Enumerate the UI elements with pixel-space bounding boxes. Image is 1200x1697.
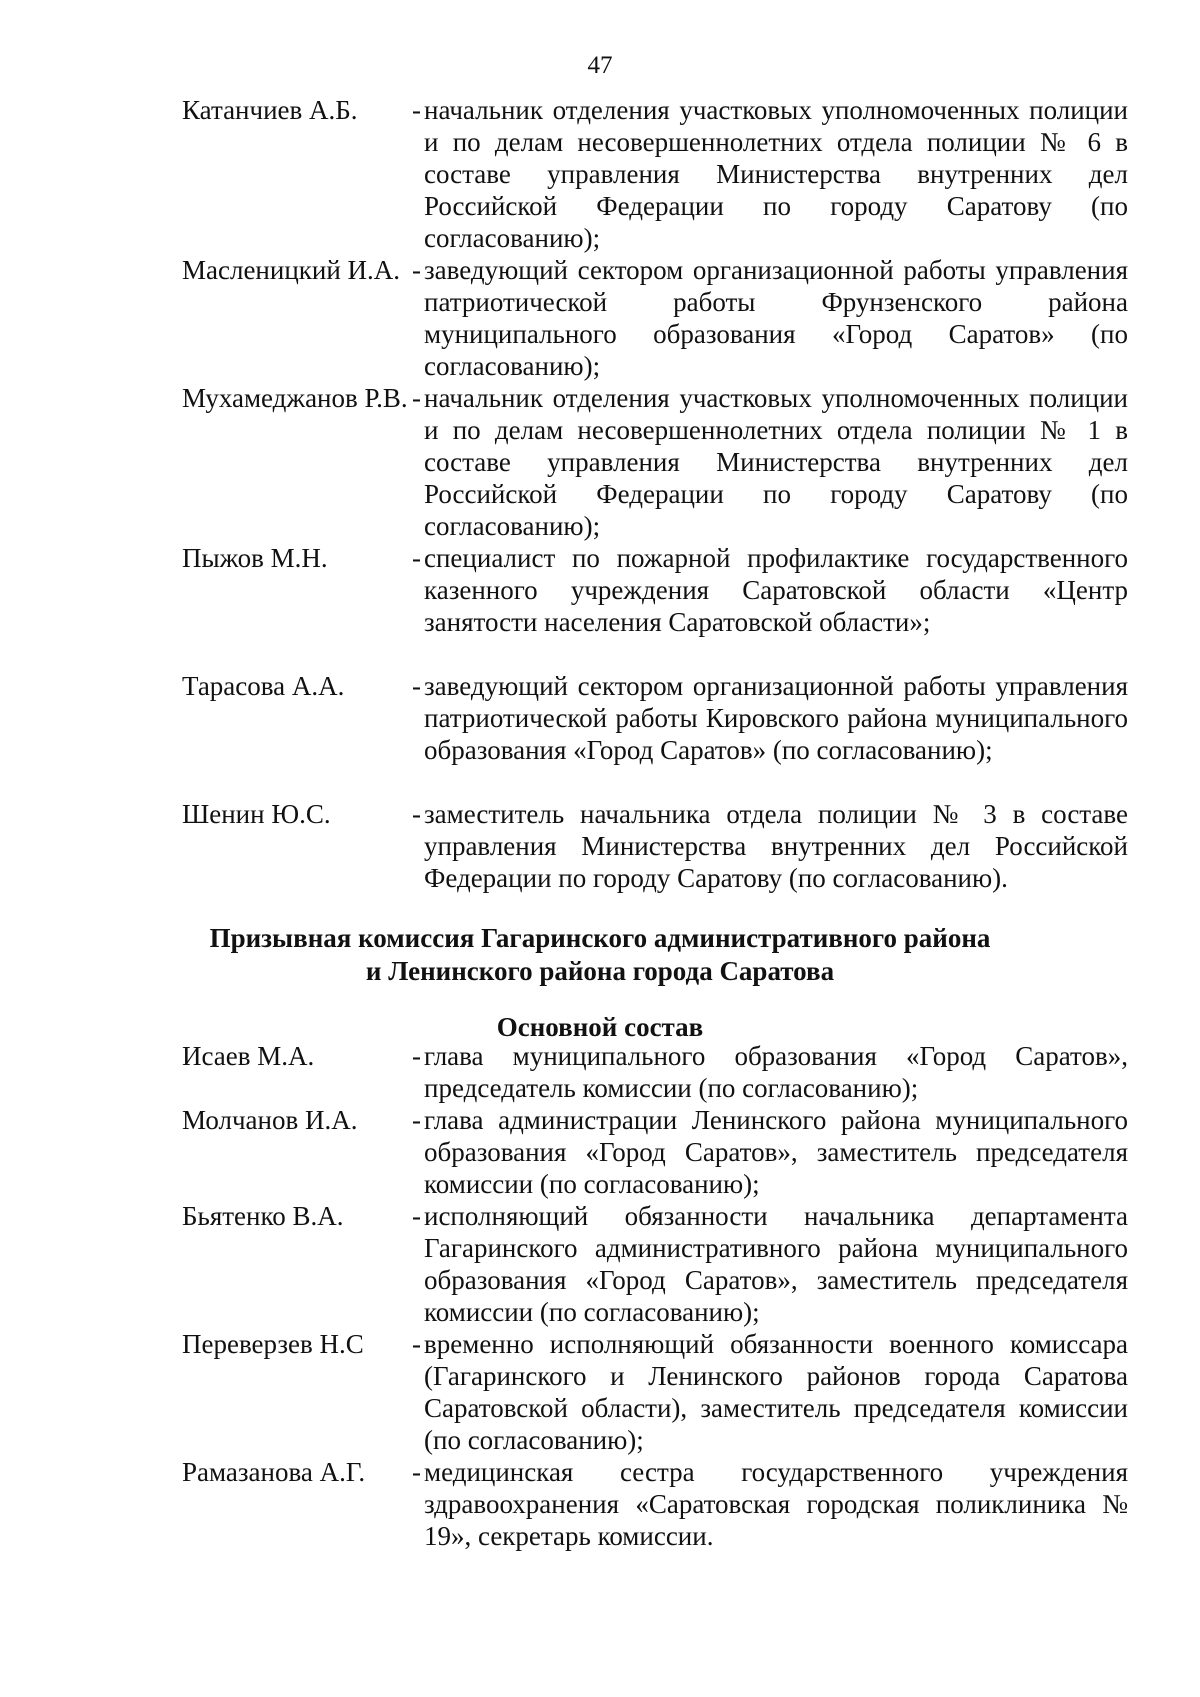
- member-entry: [182, 1328, 1128, 1456]
- member-entry: [182, 94, 1128, 254]
- member-role: - начальник отделения участковых уполномоченных полиции и по делам несовершеннолетних отдела полиции № 1 в составе управления Министерства внутренних дел Российской Федерации по городу Саратову (по согласованию);: [412, 383, 1128, 541]
- member-entry: [182, 254, 1128, 382]
- member-name: Катанчиев А.Б.: [182, 95, 358, 125]
- member-name: Тарасова А.А.: [182, 671, 345, 701]
- member-entry: [182, 1200, 1128, 1328]
- member-name: Бьятенко В.А.: [182, 1201, 344, 1231]
- member-name: Исаев М.А.: [182, 1041, 315, 1071]
- member-name: Мухамеджанов Р.В.: [182, 383, 408, 413]
- member-role: - временно исполняющий обязанности военного комиссара (Гагаринского и Ленинского районов города Саратова Саратовской области), заместитель председателя комиссии (по согласованию);: [412, 1329, 1128, 1455]
- member-name: Масленицкий И.А.: [182, 255, 401, 285]
- member-entry: [182, 382, 1128, 542]
- member-name: Молчанов И.А.: [182, 1105, 358, 1135]
- member-entry: [182, 798, 1128, 894]
- member-entry: [182, 1040, 1128, 1104]
- member-name: Переверзев Н.С: [182, 1329, 364, 1359]
- commission-title-line-1: Призывная комиссия Гагаринского административного района: [209, 923, 991, 953]
- member-role: - заместитель начальника отдела полиции № 3 в составе управления Министерства внутренних дел Российской Федерации по городу Саратову (по согласованию).: [412, 799, 1128, 893]
- member-role: - медицинская сестра государственного учреждения здравоохранения «Саратовская городская поликлиника № 19», секретарь комиссии.: [412, 1457, 1128, 1551]
- member-role: - заведующий сектором организационной работы управления патриотической работы Кировского района муниципального образования «Город Саратов» (по согласованию);: [412, 671, 1128, 765]
- member-entry: [182, 670, 1128, 798]
- member-name: Рамазанова А.Г.: [182, 1457, 366, 1487]
- member-role: - глава муниципального образования «Город Саратов», председатель комиссии (по согласованию);: [412, 1041, 1128, 1103]
- member-role: - начальник отделения участковых уполномоченных полиции и по делам несовершеннолетних отдела полиции № 6 в составе управления Министерства внутренних дел Российской Федерации по городу Саратову (по согласованию);: [412, 95, 1128, 253]
- member-entry: [182, 1104, 1128, 1200]
- member-entry: [182, 1456, 1128, 1552]
- commission-subtitle: Основной состав: [496, 1012, 704, 1042]
- member-role: - специалист по пожарной профилактике государственного казенного учреждения Саратовской области «Центр занятости населения Саратовской области»;: [412, 543, 1128, 637]
- member-role: - заведующий сектором организационной работы управления патриотической работы Фрунзенского района муниципального образования «Город Саратов» (по согласованию);: [412, 255, 1128, 381]
- member-name: Шенин Ю.С.: [182, 799, 331, 829]
- member-role: - глава администрации Ленинского района муниципального образования «Город Саратов», заместитель председателя комиссии (по согласованию);: [412, 1105, 1128, 1199]
- commission-title-line-2: и Ленинского района города Саратова: [365, 956, 835, 986]
- page-number: 47: [587, 52, 613, 79]
- member-name: Пыжов М.Н.: [182, 543, 328, 573]
- member-role: - исполняющий обязанности начальника департамента Гагаринского административного района муниципального образования «Город Саратов», заместитель председателя комиссии (по согласованию);: [412, 1201, 1128, 1327]
- member-entry: [182, 542, 1128, 670]
